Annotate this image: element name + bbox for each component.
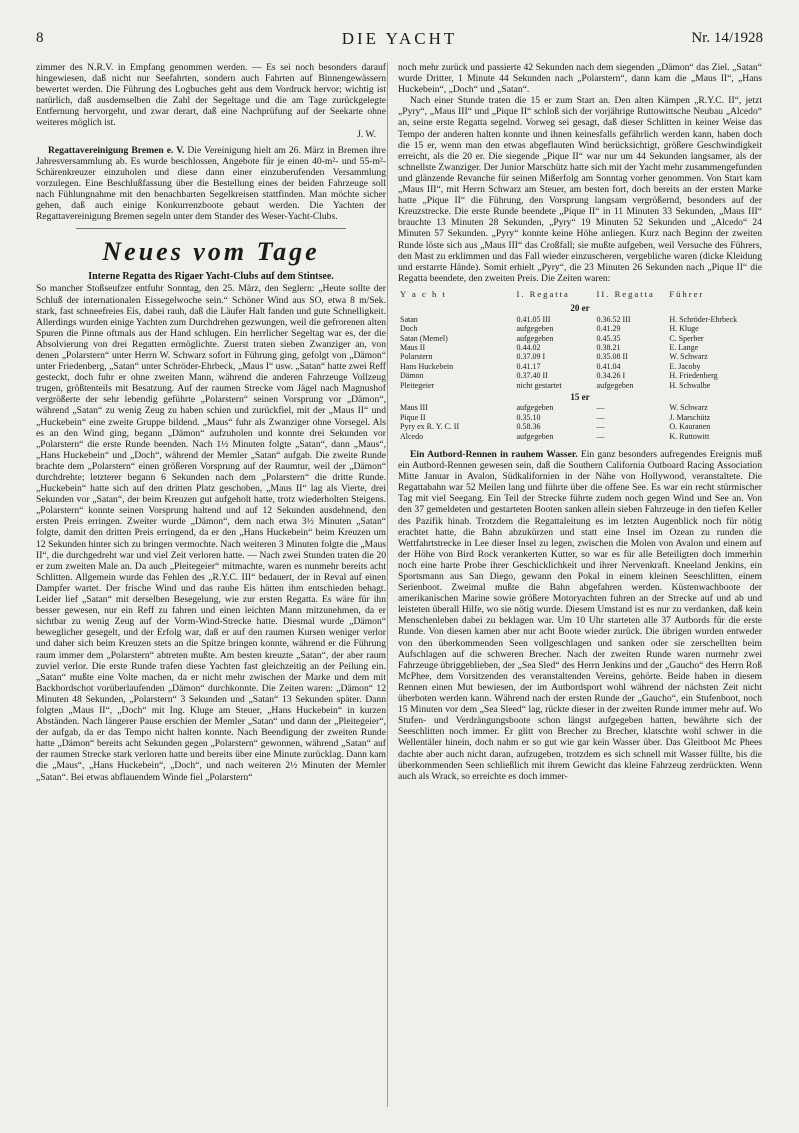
column-divider [387,62,388,1107]
table-row [398,422,762,431]
rows-15 [398,403,762,441]
cell-regatta-2: 0.38.21 [596,342,621,352]
bremen-heading: Regattavereinigung Bremen e. V. [48,144,185,156]
cell-regatta-1: 0.44.02 [516,342,541,352]
table-row [398,324,762,333]
page-number: 8 [36,30,44,46]
table-row [398,334,762,343]
cell-skipper: H. Schwalbe [669,380,711,390]
header-regatta-1: I. Regatta [516,288,570,299]
riga-regatta-paragraph: So mancher Stoßseufzer entfuhr Sonntag, den 25. März, den Seglern: „Heute sollte der Schluß der internationalen Eissegelwoche sein.“ Schöner Wind aus SO, etwa 8 m/Sek. stark, fast schneefreies Eis, dabei rauh, daß die Läufer Halt fanden und gute Schnelligkeit. Allerdings wurden einige Yachten zum Durchdrehen gezwungen, weil die gefrorenen alten Spuren die Pinne oftmals aus der Hand schlugen. Ein herrlicher Segeltag war es, der die Absolvierung von drei Regatten ermöglichte. Zuerst traten sieben Zwanziger an, von denen „Polarstern“ unter Herrn W. Schwarz sofort in Führung ging, gefolgt von „Dämon“ unter Friedenberg, „Satan“ unter Schröder-Ehrbeck, „Maus I“ usw. „Satan“ hatte zwei Reff gesteckt, doch fuhr er ohne zweiten Mann, während die anderen Fahrzeuge Vollzeug trugen, größtenteils mit Besatzung. Auf der raumen Strecke vom Jägel nach Magnushof vergrößerte der sehr lebendig geführte „Polarstern“ seinen Vorsprung vor „Dämon“, während „Satan“ zu wenig Zeug zu haben schien und zurückfiel, mit der „Maus II“ und „Huckebein“ eine zweite Gruppe bildend. „Maus“ fuhr als Zwanziger ohne Vorsegel. Als es an den Wind ging, begann „Dämon“ aufzuholen und konnte drei Sekunden vor „Polarstern“ die erste Runde beenden. Nach 1½ Minuten folgte „Satan“, dann „Maus“, „Hans Huckebein“ und „Doch“, während der Memler „Satan“ aufgab. Die zweite Runde brachte dem „Polarstern“ einen größeren Vorsprung auf der Raumtur, weil der „Dämon“ durchdrehte; letzterer begann 6 Sekunden nach dem „Polarstern“ die dritte Runde. „Huckebein“ hatte sich auf den dritten Platz geschoben, „Maus II“ lag als Vierte, drei Sekunden vor „Satan“, der beim Kreuzen gut aufgeholt hatte, trotz wiederholten Steigens. „Polarstern“ konnte seinen Vorsprung haltend und auf 12 Sekunden ausdehnend, den ersten Preis erringen. Zweiter wurde „Dämon“, dem nach etwa 3½ Minuten „Satan“ folgte, damit den dritten Preis erringend, da er den „Hans Huckebein“ beim Kreuzen um 12 Sekunden hinter sich zu bringen vermochte. Nach weiteren 3 Minuten folgte die „Maus II“, die durchgedreht war und viel Zeit verloren hatte. — Nach zwei Stunden traten die 20 er zum zweiten Male an. Da auch „Pleitegeier“ mitmachte, waren es nunmehr bereits acht Schlitten. Allgemein wurde das Fehlen des „R.Y.C. III“ bedauert, der in Reval auf einen Dampfer wartet. Der frische Wind und das rauhe Eis hätten ihm entschieden behagt. Leider lief „Satan“ mit derselben Besegelung, wie zur ersten Regatta. Es wäre für ihn besser gewesen, nur ein Reff zu fahren und einen leichten Mann mitzunehmen, da er sichtbar zu wenig Zeug auf der Vorm-Wind-Strecke hatte. Diesmal wurde „Dämon“ beweglicher gesegelt, und der Erfolg war, daß er auf den raumen Kursen weniger verlor und daher sich beim Kreuzen stets an die Spitze bringen konnte, während er die Führung raum immer dem „Polarstern“ abtreten mußte. Am besten kreuzte „Satan“, der aber raum zuviel verlor. Die erste Runde trafen diese Yachten fast gleichzeitig an der Peilung ein. „Satan“ mußte eine Volte machen, da er nicht mehr zwischen der Marke und dem mit Backbordschot vorüberlaufenden „Dämon“ durchkonnte. Die Zeiten waren: „Dämon“ 12 Minuten 48 Sekunden, „Polarstern“ 3 Sekunden und „Satan“ 13 Sekunden später. Dann folgten „Maus II“, „Doch“ mit Ing. Kluge am Steuer, „Hans Huckebein“ in kurzen Abständen. Nach längerer Pause erschien der Memler „Satan“ und dann der „Pleitegeier“, der aufgab, da er das Tempo nicht halten konnte. Nach Beendigung der zweiten Runde hatte „Dämon“ bereits acht Sekunden gegen „Polarstern“ gewonnen, während „Satan“ auf der raumen Strecke stark verloren hatte und bereits über eine Minute zurücklag. Dann kam die „Maus“, „Hans Huckebein“, „Doch“, und nach weiteren 2½ Minuten der Memler „Satan“. Bei etwas abflauendem Winde fiel „Polarstern“ [36,283,386,783]
header-skipper: Führer [669,288,705,299]
cell-yacht: Maus III [400,403,428,413]
cell-regatta-1: 0.41.05 III [516,314,551,324]
cell-skipper: K. Ruttowitt [669,431,710,441]
cell-regatta-1: aufgegeben [516,431,554,441]
section-title: Neues vom Tage [102,237,320,267]
table-row [398,343,762,352]
cell-regatta-1: aufgegeben [516,333,554,343]
cell-skipper: J. Marschütz [669,412,711,422]
cell-regatta-2: 0.41.29 [596,324,621,334]
header-yacht: Y a c h t [400,288,447,299]
cell-skipper: O. Kauranen [669,422,711,432]
right-column [398,62,762,782]
section-divider [76,228,346,229]
fifteen-class-paragraph: Nach einer Stunde traten die 15 er zum Start an. Den alten Kämpen „R.Y.C. II“, jetzt „Pyry“, „Maus III“ und „Pique II“ schloß sich der vorjährige Ruttowittsche Neubau „Alcedo“ an, seine erste Regatta segelnd. Vorweg sei gesagt, daß dieser Schlitten in keiner Weise das Tempo der anderen halten konnte und ihnen keinesfalls gefährlich werden kann, haben doch die 15 er, wenn man den etwas abgeflauten Wind berücksichtigt, größere Geschwindigkeit erreicht, als die 20 er. Die siegende „Pique II“ war nur um 44 Sekunden langsamer, als der schnellste Zwanziger. Der Junior Marschütz hatte sich mit der Yacht mehr zusammengefunden und glänzende Revanche für seinen Mißerfolg am Sonntag vorher genommen. Von Start kam „Maus III“, mit Herrn Schwarz am Steuer, am besten fort, doch bereits an der ersten Marke hatte „Pique II“ die Führung, den Vorsprung langsam vergrößernd, besonders auf der Kreuzstrecke. Die erste Runde beendete „Pique II“ in 11 Minuten 33 Sekunden, „Maus III“ brauchte 13 Minuten 28 Sekunden, „Pyry“ 19 Minuten 52 Sekunden und „Alcedo“ 24 Minuten 57 Sekunden. „Pyry“ konnte keine Höhe anliegen. Kurz nach Beginn der zweiten Runde löste sich aus „Maus III“ das Croßfall; sie mußte aufgeben, weil Versuche des Führers, den Mast zu erklimmen und das Fall wieder einzuscheren, vergebliche waren (dicke Kleidung und erstarrte Hände). Somit erhielt „Pyry“, die 23 Minuten 26 Sekunden nach „Pique II“ die Regatta beendete, den zweiten Preis. Die Zeiten waren: [398,95,762,284]
cell-yacht: Polarstern [400,352,433,362]
outboard-text: Ein ganz besonders aufregendes Ereignis muß ein Autbord-Rennen gewesen sein, daß die Southern California Outboard Racing Association Mitte Januar in Avalon, Südkalifornien in der Nähe von Hollywood, veranstaltete. Die Regattabahn war 52 Meilen lang und führte über die offene See. Es war ein recht stürmischer Tag mit viel Seegang. Ein Teil der Strecke führte zudem noch gegen Wind und See an. Von den 37 gemeldeten und gestarteten Booten sanken allein sieben Fahrzeuge in den tiefen Keller des Pazifik hinab. Trotzdem die Regattaleitung es im letzten Augenblick noch für nötig erachtet hatte, die Bahn abzukürzen und statt eine Insel im Ozean zu runden die Wettfahrtstrecke in Lee dieser Insel zu legen, zwischen die Molen von Avalon und einem auf der Höhe von Bird Rock verankerten Kutter, so war es für alle Beteiligten doch immerhin noch eine harte Probe ihrer Geschicklichkeit und ihrer Nervenkraft. Kneeland Jenkins, ein Sportsmann aus San Diego, gewann den Pokal in einem kleinen Seeschlitten, einem Serienboot. Zweimal mußte die Bahn abgefahren werden. Küstenwachboote der amerikanischen Marine sowie größere Motoryachten fuhren an der Strecke auf und ab und leisteten überall Hilfe, wo sie nötig wurde. Diesem Umstand ist es nur zu verdanken, daß kein Menschenleben dabei zu beklagen war. Um 10 Uhr starteten alle 37 Autbords für die erste Runde. Von diesen kamen aber nur acht Boote wieder zurück. Die übrigen wurden entweder von den überkommenden Seen vollgeschlagen und sanken oder sie zerschellten beim Aufschlagen auf die schweren Brecher. Nach der zweiten Runde waren nurmehr zwei Fahrzeuge übriggeblieben, der „Sea Sled“ des Herrn Jenkins und der „Gaucho“ des Herrn Roß McPhee, dem Vorsitzenden des veranstaltenden Vereins, gehörte. Beide haben in diesem Rennen einen Mut bewiesen, der im Autbordsport wohl während der nächsten Zeit nicht überboten werden kann. Während nach der ersten Runde der „Gaucho“, ein Stufenboot, noch 15 Minuten vor dem „Sea Sleed“ lag, rückte dieser in der zweiten Runde immer mehr auf. Wo Stufen- und Verdrängungsboote schon längst aufgegeben hatten, bewährte sich der Seeschlitten noch immer. Er glitt von Brecher zu Brecher, klatschte wohl schwer in die Wellentäler hinein, doch nahm er so gut wie gar kein Wasser über. Das Gleitboot Mc Phees dachte aber auch nicht daran, aufzugeben, trotzdem es sich schnell mit Wasser füllte, bis die überkommenden Seen schließlich mit ihrem Gewicht das kleine Fahrzeug zerdrückten. Wenn auch als Wrack, so erreichte es doch immer- [398,448,762,782]
cell-yacht: Hans Huckebein [400,361,454,371]
cell-regatta-2: 0.45.35 [596,333,621,343]
table-row [398,432,762,441]
cell-yacht: Alcedo [400,431,424,441]
cell-yacht: Pique II [400,412,426,422]
magazine-title: DIE YACHT [341,29,458,48]
cell-regatta-2: — [596,422,605,432]
cell-regatta-2: 0.34.26 I [596,371,626,381]
class-row-15: 15 er [570,391,590,402]
table-row [398,362,762,371]
left-column [36,62,386,783]
results-table [398,290,762,441]
cell-skipper: C. Sperber [669,333,704,343]
cell-skipper: H. Schröder-Ehrbeck [669,314,738,324]
cell-regatta-1: 0.58.36 [516,422,541,432]
cell-skipper: W. Schwarz [669,352,708,362]
cell-regatta-2: 0.41.04 [596,361,621,371]
cell-yacht: Pleitegeier [400,380,435,390]
cell-skipper: H. Friedenberg [669,371,718,381]
nrv-logbook-paragraph: zimmer des N.R.V. in Empfang genommen werden. — Es sei noch besonders darauf hingewiesen, daß nicht nur Seefahrten, sondern auch Fahrten auf Binnengewässern bewertet werden. Die Führung des Logbuches geht aus dem Vordruck hervor; wichtig ist natürlich, daß ausdemselben die Zahl der Segeltage und die am Tage zurückgelegte Entfernung hervorgeht, und zwar derart, daß eine Nachprüfung auf der Seekarte ohne weiteres möglich ist. [36,62,386,129]
rows-20 [398,315,762,390]
table-row [398,381,762,390]
cell-regatta-2: aufgegeben [596,380,634,390]
header-regatta-2: II. Regatta [596,288,655,299]
cell-regatta-2: — [596,412,605,422]
cell-skipper: W. Schwarz [669,403,708,413]
outboard-race-paragraph [398,449,762,782]
page-header [36,30,763,48]
cell-regatta-2: 0.36.52 III [596,314,631,324]
cell-regatta-1: 0.35.10 [516,412,541,422]
results-header-row [398,290,762,301]
bremen-text: Die Vereinigung hielt am 26. März in Bremen ihre Jahresversammlung ab. Es wurde beschlossen, Angebote für je einen 40-m²- und 55-m²-Schärenkreuzer einzuholen und diese dann einer einzuberufenden Versammlung vorzulegen. Eine Beschlußfassung über die Bestellung eines der beiden Fahrzeuge soll nach Fühlungnahme mit den benachbarten Segelkreisen stattfinden. Man möchte sicher gehen, daß auch einige Konkurrenzboote gebaut werden. Die Yachten der Regattavereinigung Bremen segeln unter dem Stander des Weser-Yacht-Clubs. [36,144,386,223]
issue-number: Nr. 14/1928 [691,30,763,46]
cell-yacht: Satan [400,314,418,324]
cell-skipper: E. Jacoby [669,361,701,371]
cell-regatta-1: aufgegeben [516,324,554,334]
cell-skipper: H. Kluge [669,324,699,334]
cell-regatta-1: aufgegeben [516,403,554,413]
cell-regatta-1: 0.37.40 II [516,371,548,381]
author-signature: J. W. [357,128,376,140]
outboard-heading: Ein Autbord-Rennen in rauhem Wasser. [410,448,578,460]
class-row-20: 20 er [570,303,590,314]
table-row [398,371,762,380]
table-row [398,315,762,324]
bremen-paragraph [36,145,386,223]
cell-yacht: Doch [400,324,418,334]
cell-regatta-2: — [596,431,605,441]
cell-yacht: Pyry ex R. Y. C. II [400,422,460,432]
cell-regatta-2: — [596,403,605,413]
cell-regatta-2: 0.35.08 II [596,352,628,362]
cell-regatta-1: nicht gestartet [516,380,562,390]
table-row [398,352,762,361]
riga-regatta-heading: Interne Regatta des Rigaer Yacht-Clubs auf dem Stintsee. [88,271,334,283]
cell-regatta-1: 0.41.17 [516,361,541,371]
cell-regatta-1: 0.37.09 I [516,352,546,362]
table-row [398,403,762,412]
cell-yacht: Maus II [400,342,426,352]
table-row [398,413,762,422]
riga-continued-paragraph: noch mehr zurück und passierte 42 Sekunden nach dem siegenden „Dämon“ das Ziel. „Satan“ wurde Dritter, 1 Minute 44 Sekunden nach „Polarstern“, dann kam die „Maus II“, „Hans Huckebein“, „Doch“ und „Satan“. [398,62,762,96]
cell-skipper: E. Lange [669,342,699,352]
cell-yacht: Dämon [400,371,424,381]
cell-yacht: Satan (Memel) [400,333,448,343]
